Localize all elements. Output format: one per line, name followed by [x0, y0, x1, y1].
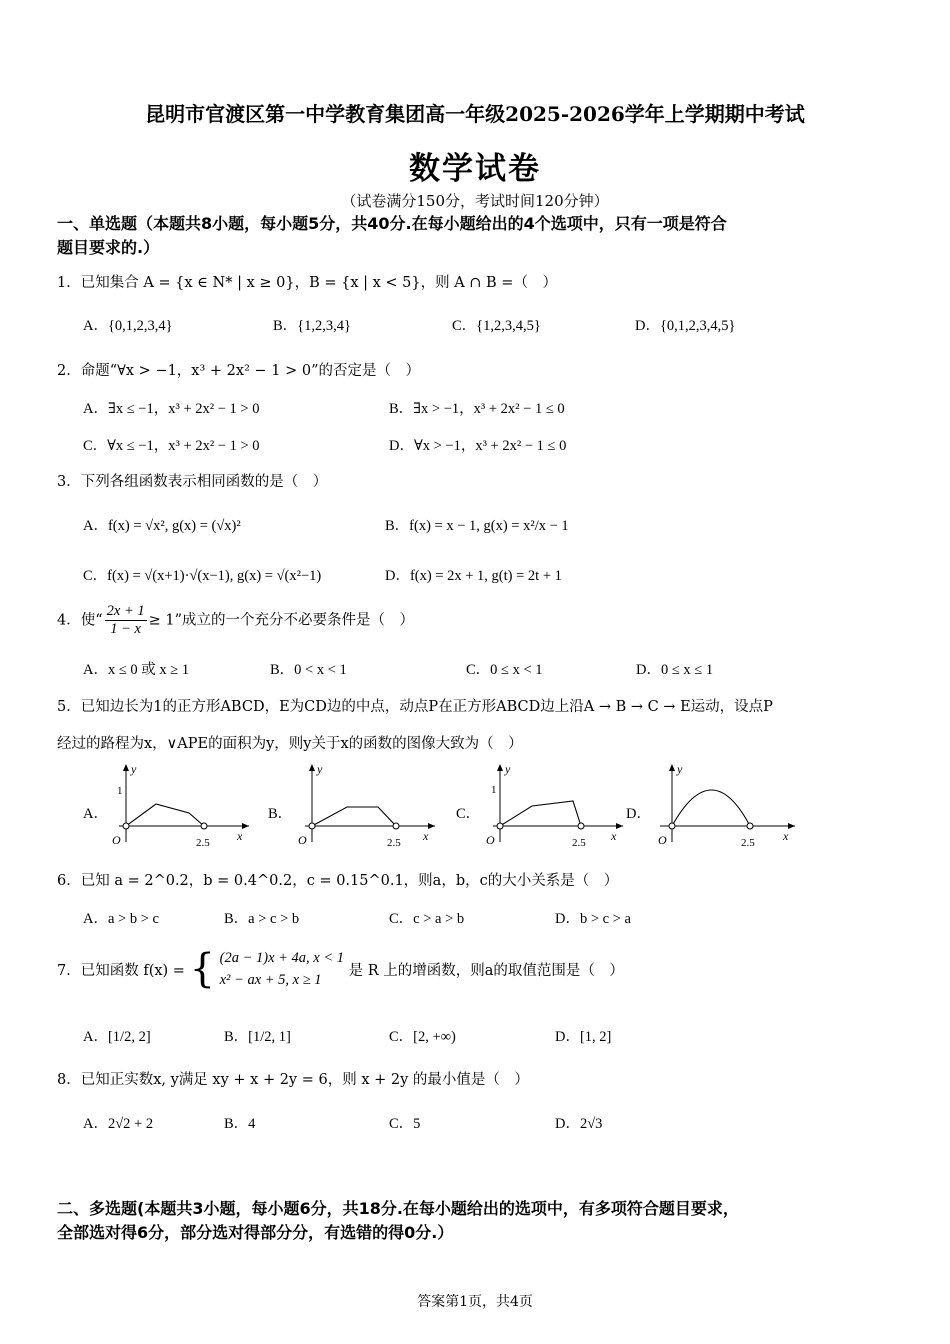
graph-curve: [126, 804, 204, 826]
end-point: [747, 823, 753, 829]
q4-option-b: B．0 < x < 1: [270, 662, 347, 678]
end-label: 2.5: [741, 837, 755, 849]
q7-case2: x² − ax + 5, x ≥ 1: [219, 972, 322, 988]
y-label: y: [505, 762, 511, 776]
section1-heading-line1: 一、单选题（本题共8小题，每小题5分，共40分.在每小题给出的4个选项中，只有一项是符合: [57, 214, 727, 233]
page-footer: 答案第1页，共4页: [417, 1294, 533, 1310]
graph-curve: [672, 790, 750, 826]
origin-label: O: [658, 833, 667, 847]
q6-option-a: A．a > b > c: [83, 911, 159, 927]
q1-option-b: B．{1,2,3,4}: [273, 318, 351, 334]
y-arrow: [309, 764, 315, 771]
origin-label: O: [298, 833, 307, 847]
q6-option-b: B．a > c > b: [224, 911, 300, 927]
q5-stem-line1: 5．已知边长为1的正方形ABCD，E为CD边的中点，动点P在正方形ABCD边上沿A → B → C → E运动，设点P: [57, 699, 773, 715]
q7-option-a: A．[1/2, 2]: [83, 1029, 151, 1045]
q5-option-b-label: B．: [268, 806, 293, 822]
x-arrow: [788, 823, 795, 829]
one-label: 1: [491, 784, 497, 796]
q2-option-a: A．∃x ≤ −1，x³ + 2x² − 1 > 0: [83, 401, 260, 417]
end-point: [578, 823, 584, 829]
q4-stem-pre: 4．使“: [57, 612, 103, 629]
y-arrow: [497, 764, 503, 771]
x-arrow: [428, 823, 435, 829]
end-label: 2.5: [572, 837, 586, 849]
q4-numerator: 2x + 1: [106, 603, 145, 619]
graph-curve: [500, 801, 581, 826]
q5-graph-c: [478, 760, 628, 852]
x-label: x: [237, 829, 243, 843]
q5-graph-d: [650, 760, 800, 852]
q5-option-d-label: D．: [626, 806, 651, 822]
y-label: y: [131, 762, 137, 776]
end-point: [201, 823, 207, 829]
q5-graph-a: [104, 760, 254, 852]
q4-option-a: A．x ≤ 0 或 x ≥ 1: [83, 662, 190, 678]
q7-option-c: C．[2, +∞): [389, 1029, 456, 1045]
q5-graph-b: [290, 760, 440, 852]
q3-option-d: D．f(x) = 2x + 1, g(t) = 2t + 1: [385, 568, 562, 584]
origin-label: O: [112, 833, 121, 847]
q3-option-c: C．f(x) = √(x+1)·√(x−1), g(x) = √(x²−1): [83, 568, 322, 584]
q7-case1: (2a − 1)x + 4a, x < 1: [219, 950, 345, 966]
y-label: y: [317, 762, 323, 776]
exam-subtitle: 数学试卷: [409, 151, 541, 187]
q8-option-b: B．4: [224, 1116, 256, 1132]
q2-stem: 2．命题“∀x > −1，x³ + 2x² − 1 > 0”的否定是（ ）: [57, 363, 420, 379]
q8-option-a: A．2√2 + 2: [83, 1116, 154, 1132]
q8-stem: 8．已知正实数x, y满足 xy + x + 2y = 6，则 x + 2y 的最小值是（ ）: [57, 1072, 529, 1088]
exam-title: 昆明市官渡区第一中学教育集团高一年级2025-2026学年上学期期中考试: [145, 102, 805, 126]
q7-cases: [220, 947, 344, 991]
q3-option-a: A．f(x) = √x², g(x) = (√x)²: [83, 518, 241, 534]
q5-option-c-label: C．: [456, 806, 481, 822]
one-label: 1: [117, 785, 123, 797]
q1-option-d: D．{0,1,2,3,4,5}: [635, 318, 736, 334]
x-arrow: [616, 823, 623, 829]
y-arrow: [669, 764, 675, 771]
end-label: 2.5: [387, 837, 401, 849]
x-label: x: [611, 829, 617, 843]
origin-point: [123, 823, 129, 829]
q5-option-a-label: A．: [83, 806, 108, 822]
q1-option-a: A．{0,1,2,3,4}: [83, 318, 173, 334]
q2-option-c: C．∀x ≤ −1，x³ + 2x² − 1 > 0: [83, 438, 260, 454]
origin-label: O: [486, 833, 495, 847]
q6-stem: 6．已知 a = 2^0.2，b = 0.4^0.2，c = 0.15^0.1，则a，b，c的大小关系是（ ）: [57, 873, 619, 889]
q6-option-d: D．b > c > a: [555, 911, 631, 927]
section2-heading: [57, 1197, 897, 1245]
q6-option-c: C．c > a > b: [389, 911, 465, 927]
q4-stem-post: ≥ 1”成立的一个充分不必要条件是（ ）: [148, 612, 415, 629]
q7-stem-post: 是 R 上的增函数，则a的取值范围是（ ）: [348, 962, 624, 979]
q4-option-d: D．0 ≤ x ≤ 1: [636, 662, 714, 678]
origin-point: [309, 823, 315, 829]
section2-heading-line1: 二、多选题(本题共3小题，每小题6分，共18分.在每小题给出的选项中，有多项符合题目要求，: [57, 1199, 739, 1218]
q1-stem: 1．已知集合 A = {x ∈ N* | x ≥ 0}，B = {x | x < 5}，则 A ∩ B =（ ）: [57, 275, 557, 291]
q3-option-b: B．f(x) = x − 1, g(x) = x²/x − 1: [385, 518, 569, 534]
q7-option-d: D．[1, 2]: [555, 1029, 612, 1045]
q4-option-c: C．0 ≤ x < 1: [466, 662, 543, 678]
section1-heading-line2: 题目要求的.）: [57, 238, 160, 257]
q7-stem: [57, 947, 624, 991]
graph-curve: [312, 807, 396, 826]
section1-heading: [57, 212, 897, 260]
q4-fraction: [105, 603, 147, 638]
x-label: x: [783, 829, 789, 843]
end-label: 2.5: [196, 837, 210, 849]
origin-point: [497, 823, 503, 829]
q1-option-c: C．{1,2,3,4,5}: [452, 318, 541, 334]
q2-option-b: B．∃x > −1，x³ + 2x² − 1 ≤ 0: [389, 401, 565, 417]
end-point: [393, 823, 399, 829]
q7-stem-pre: 7．已知函数 f(x) =: [57, 962, 185, 979]
origin-point: [669, 823, 675, 829]
q2-option-d: D．∀x > −1，x³ + 2x² − 1 ≤ 0: [389, 438, 567, 454]
q8-option-d: D．2√3: [555, 1116, 603, 1132]
q4-stem: [57, 603, 414, 638]
x-label: x: [423, 829, 429, 843]
section2-heading-line2: 全部选对得6分，部分选对得部分分，有选错的得0分.）: [57, 1223, 454, 1242]
q8-option-c: C．5: [389, 1116, 421, 1132]
y-label: y: [677, 762, 683, 776]
q5-stem-line2: 经过的路程为x，∨APE的面积为y，则y关于x的函数的图像大致为（ ）: [57, 736, 523, 752]
x-arrow: [242, 823, 249, 829]
q3-stem: 3．下列各组函数表示相同函数的是（ ）: [57, 474, 328, 490]
exam-note: （试卷满分150分，考试时间120分钟）: [341, 192, 609, 210]
q4-denominator: 1 − x: [110, 621, 141, 637]
q7-brace: {: [189, 946, 216, 992]
q7-option-b: B．[1/2, 1]: [224, 1029, 291, 1045]
y-arrow: [123, 764, 129, 771]
